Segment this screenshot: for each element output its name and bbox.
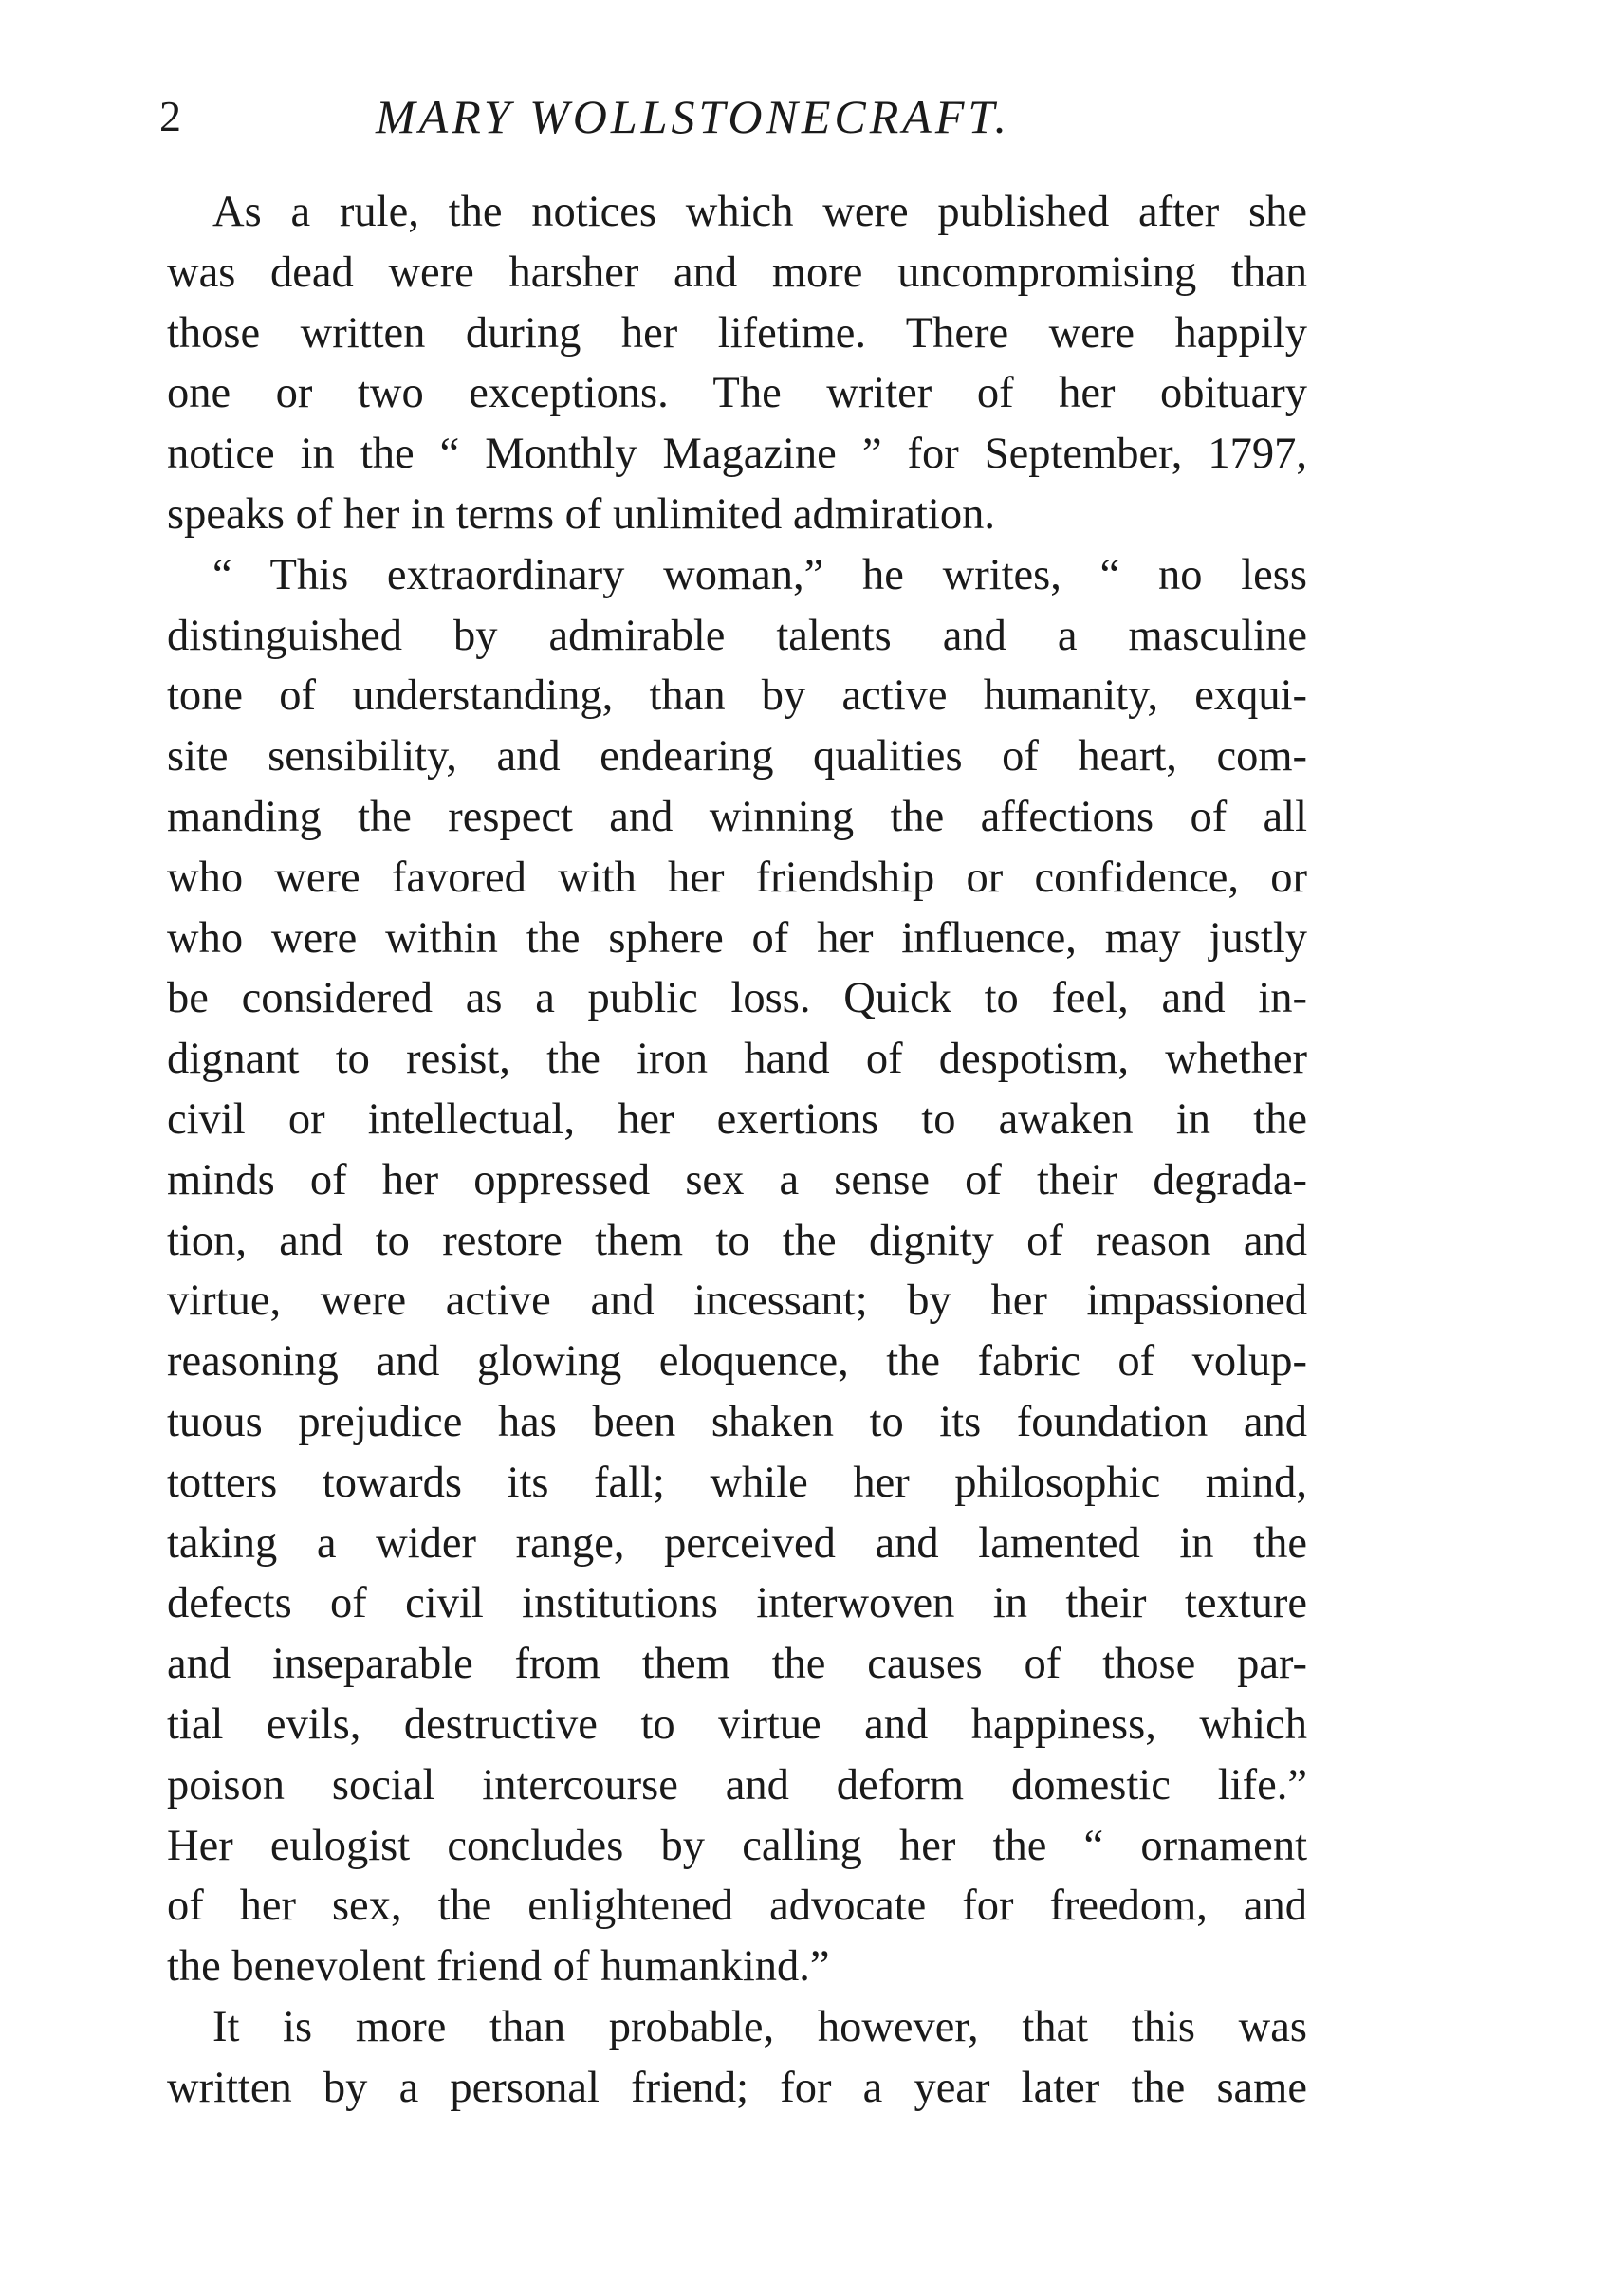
- text-line: of her sex, the enlightened advocate for freedom, and: [167, 1882, 1307, 1931]
- text-line: those written during her lifetime. There were happily: [167, 308, 1307, 358]
- text-line: minds of her oppressed sex a sense of their degrada-: [167, 1155, 1307, 1204]
- text-line: distinguished by admirable talents and a masculine: [167, 611, 1307, 660]
- text-line: tion, and to restore them to the dignity of reason and: [167, 1216, 1307, 1265]
- text-line: dignant to resist, the iron hand of despotism, whether: [167, 1035, 1307, 1084]
- text-line: It is more than probable, however, that this was: [212, 2002, 1307, 2051]
- running-head: [159, 83, 1307, 150]
- text-line: tuous prejudice has been shaken to its foundation and: [167, 1397, 1307, 1446]
- text-line: speaks of her in terms of unlimited admiration.: [167, 489, 995, 539]
- paragraph: [167, 1997, 1307, 2119]
- text-line: who were within the sphere of her influence, may justly: [167, 913, 1307, 963]
- text-line: defects of civil institutions interwoven in their texture: [167, 1579, 1307, 1628]
- text-line: be considered as a public loss. Quick to feel, and in-: [167, 974, 1307, 1023]
- text-line: taking a wider range, perceived and lamented in the: [167, 1518, 1307, 1568]
- text-line: the benevolent friend of humankind.”: [167, 1942, 830, 1992]
- text-line: reasoning and glowing eloquence, the fabric of volup-: [167, 1337, 1307, 1387]
- paragraph: [167, 182, 1307, 545]
- text-line: “ This extraordinary woman,” he writes, “ no less: [212, 550, 1307, 599]
- text-line: written by a personal friend; for a year later the same: [167, 2063, 1307, 2112]
- text-line: was dead were harsher and more uncompromising than: [167, 248, 1307, 297]
- text-line: and inseparable from them the causes of those par-: [167, 1640, 1307, 1689]
- paragraph: [167, 545, 1307, 1997]
- text-line: notice in the “ Monthly Magazine ” for September, 1797,: [167, 430, 1307, 479]
- text-line: civil or intellectual, her exertions to awaken in the: [167, 1094, 1307, 1144]
- text-line: site sensibility, and endearing qualities of heart, com-: [167, 732, 1307, 781]
- text-line: As a rule, the notices which were published after she: [212, 188, 1307, 236]
- text-line: virtue, were active and incessant; by her impassioned: [167, 1277, 1307, 1326]
- text-line: poison social intercourse and deform domestic life.”: [167, 1760, 1307, 1809]
- text-line: totters towards its fall; while her philosophic mind,: [167, 1458, 1307, 1507]
- running-title: MARY WOLLSTONECRAFT.: [376, 90, 1010, 143]
- text-line: manding the respect and winning the affections of all: [167, 792, 1307, 841]
- text-line: who were favored with her friendship or confidence, or: [167, 853, 1307, 902]
- body-text: [167, 182, 1307, 2119]
- text-line: tone of understanding, than by active humanity, exqui-: [167, 671, 1307, 721]
- page-number: 2: [159, 92, 181, 140]
- text-line: tial evils, destructive to virtue and happiness, which: [167, 1699, 1307, 1749]
- text-line: Her eulogist concludes by calling her the “ ornament: [167, 1821, 1307, 1870]
- text-line: one or two exceptions. The writer of her obituary: [167, 369, 1307, 418]
